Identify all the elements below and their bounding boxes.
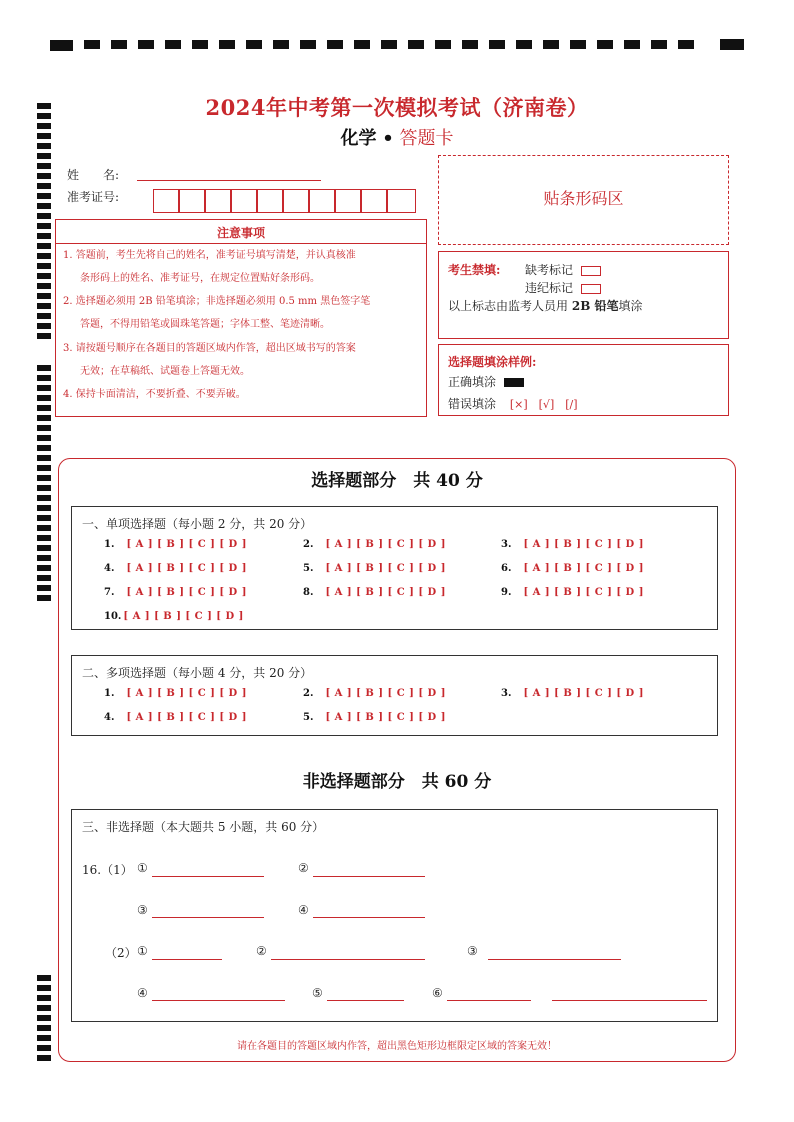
absent-mark-label: 缺考标记 [525,263,574,277]
notice-item: 4. 保持卡面清洁，不要折叠、不要弄破。 [63,389,246,400]
q16-2-label: （2） [105,946,137,960]
multi-question-4[interactable]: 4. [ A ] [ B ] [ C ] [ D ] [104,712,247,723]
q16-2-circ6: ⑥ [432,986,443,1000]
question-10[interactable]: 10. [ A ] [ B ] [ C ] [ D ] [104,611,244,622]
violation-mark-row [525,279,601,296]
wrong-fill-marks: [×] [√] [/] [509,398,578,411]
correct-fill-row [448,373,524,390]
notice-title: 注意事项 [216,226,265,240]
q16-2-answer-4[interactable] [152,1000,285,1001]
multi-question-3[interactable]: 3. [ A ] [ B ] [ C ] [ D ] [501,688,644,699]
q16-2-circ1: ① [137,944,148,958]
q16-2-answer-1[interactable] [152,959,222,960]
question-7[interactable]: 7. [ A ] [ B ] [ C ] [ D ] [104,587,247,598]
multi-choice-head: 二、多项选择题（每小题 4 分，共 20 分） [82,666,313,680]
name-field[interactable] [137,180,321,181]
card-label: 答题卡 [399,128,454,149]
dot-separator: • [382,128,394,149]
nonchoice-head: 三、非选择题（本大题共 5 小题，共 60 分） [82,820,325,834]
question-8[interactable]: 8. [ A ] [ B ] [ C ] [ D ] [303,587,446,598]
barcode-area[interactable] [438,155,729,245]
wrong-fill-label: 错误填涂 [448,397,497,411]
notice-item: 1. 答题前，考生先将自己的姓名，准考证号填写清楚，并认真核准 [63,250,356,261]
q16-2-answer-2[interactable] [271,959,425,960]
q16-2-answer-3[interactable] [488,959,621,960]
filled-mark-icon [504,378,524,387]
q16-2-circ5: ⑤ [312,986,323,1000]
notice-box [55,243,427,417]
notice-item: 条形码上的姓名、准考证号，在规定位置贴好条形码。 [80,273,320,284]
correct-fill-label: 正确填涂 [448,375,497,389]
q16-2-answer-6[interactable] [447,1000,531,1001]
q16-1-circ4: ④ [298,903,309,917]
q16-1-circ3: ③ [137,903,148,917]
exam-rules-label: 考生禁填: [448,263,501,277]
footer-note: 请在各题目的答题区域内作答，超出黑色矩形边框限定区域的答案无效！ [237,1041,557,1052]
q16-1-answer-2[interactable] [313,876,425,877]
q16-1-circ1: ① [137,861,148,875]
q16-2-answer-7[interactable] [552,1000,707,1001]
wrong-fill-row [448,395,578,412]
exam-rules-note: 以上标志由监考人员用 2B 铅笔填涂 [448,299,643,313]
q16-2-circ3: ③ [467,944,478,958]
violation-mark-box[interactable] [581,284,601,294]
notice-item: 2. 选择题必须用 2B 铅笔填涂；非选择题必须用 0.5 mm 黑色签字笔 [63,296,371,307]
subject-label: 化学 [340,128,377,149]
question-5[interactable]: 5. [ A ] [ B ] [ C ] [ D ] [303,563,446,574]
notice-item: 答题，不得用铅笔或圆珠笔答题；字体工整、笔迹清晰。 [80,319,330,330]
question-3[interactable]: 3. [ A ] [ B ] [ C ] [ D ] [501,539,644,550]
absent-mark-box[interactable] [581,266,601,276]
single-choice-head: 一、单项选择题（每小题 2 分，共 20 分） [82,517,313,531]
subtitle [0,124,794,150]
question-2[interactable]: 2. [ A ] [ B ] [ C ] [ D ] [303,539,446,550]
q16-1-answer-4[interactable] [313,917,425,918]
question-4[interactable]: 4. [ A ] [ B ] [ C ] [ D ] [104,563,247,574]
q16-1-answer-1[interactable] [152,876,264,877]
exam-id-label: 准考证号: [67,190,120,204]
q16-2-circ4: ④ [137,986,148,1000]
multi-question-5[interactable]: 5. [ A ] [ B ] [ C ] [ D ] [303,712,446,723]
page-title: 2024年中考第一次模拟考试（济南卷） [205,95,589,120]
question-1[interactable]: 1. [ A ] [ B ] [ C ] [ D ] [104,539,247,550]
notice-item: 无效；在草稿纸、试题卷上答题无效。 [80,366,250,377]
nonchoice-section-title: 非选择题部分 共 60 分 [302,772,492,792]
violation-mark-label: 违纪标记 [525,281,574,295]
absent-mark-row [525,261,601,278]
choice-section-title: 选择题部分 共 40 分 [311,471,483,491]
q16-label: 16.（1） [82,863,133,877]
q16-2-answer-5[interactable] [327,1000,404,1001]
question-9[interactable]: 9. [ A ] [ B ] [ C ] [ D ] [501,587,644,598]
fill-example-box [438,344,729,416]
q16-1-answer-3[interactable] [152,917,264,918]
notice-title-box [55,219,427,244]
barcode-label: 贴条形码区 [543,189,624,208]
multi-question-1[interactable]: 1. [ A ] [ B ] [ C ] [ D ] [104,688,247,699]
name-label: 姓 名: [67,168,120,182]
nonchoice-box [71,809,718,1022]
question-6[interactable]: 6. [ A ] [ B ] [ C ] [ D ] [501,563,644,574]
fill-example-title: 选择题填涂样例: [448,355,537,369]
q16-2-circ2: ② [256,944,267,958]
notice-item: 3. 请按题号顺序在各题目的答题区域内作答，超出区域书写的答案 [63,343,356,354]
multi-question-2[interactable]: 2. [ A ] [ B ] [ C ] [ D ] [303,688,446,699]
q16-1-circ2: ② [298,861,309,875]
exam-rules-box [438,251,729,339]
